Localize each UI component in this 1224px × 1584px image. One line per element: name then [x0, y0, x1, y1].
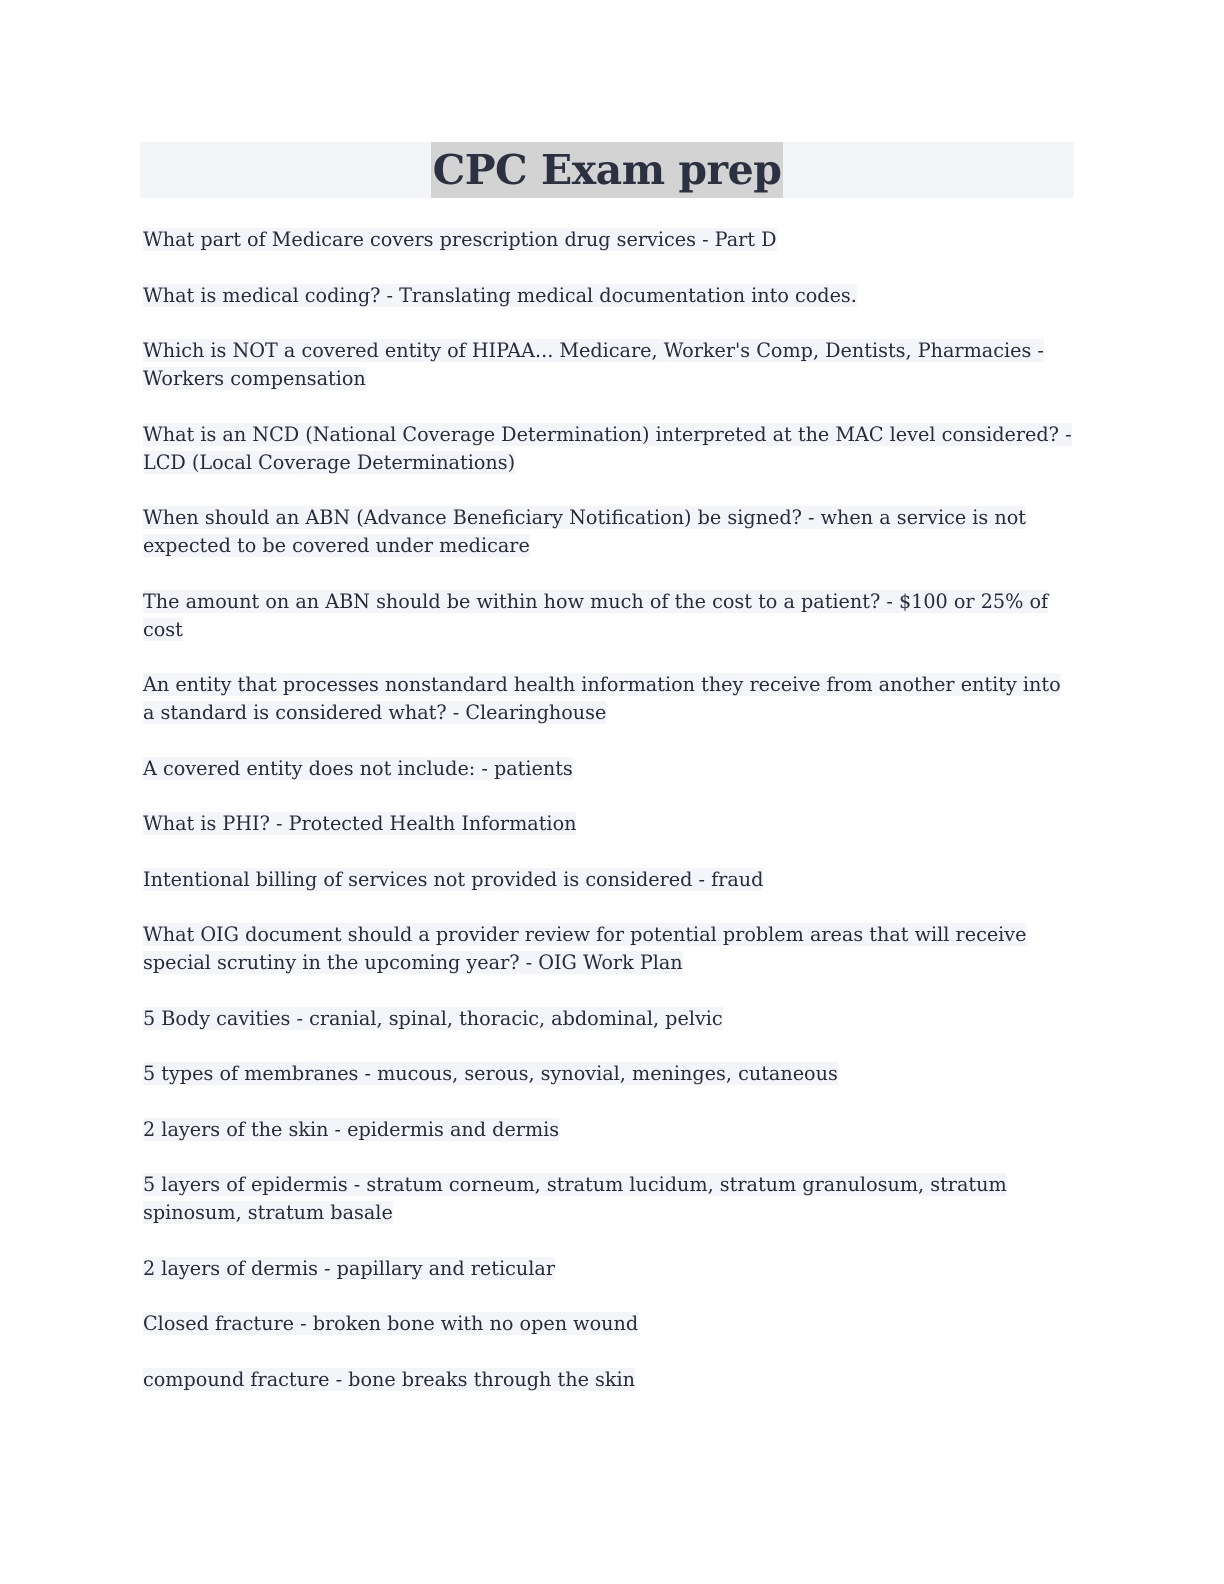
document-title: CPC Exam prep: [431, 142, 784, 198]
qa-item: [143, 282, 1073, 310]
qa-list: [143, 226, 1073, 1421]
qa-item-text: Intentional billing of services not provided is considered - fraud: [143, 867, 764, 891]
qa-item-text: Which is NOT a covered entity of HIPAA... Medicare, Worker's Comp, Dentists, Pharmacies - Workers compensation: [143, 339, 1044, 390]
qa-item: [143, 337, 1073, 393]
qa-item-text: 5 layers of epidermis - stratum corneum, stratum lucidum, stratum granulosum, stratum spinosum, stratum basale: [143, 1173, 1007, 1224]
qa-item: [143, 1116, 1073, 1144]
qa-item: [143, 921, 1073, 977]
qa-item: [143, 1310, 1073, 1338]
qa-item-text: Closed fracture - broken bone with no open wound: [143, 1312, 639, 1335]
qa-item-text: A covered entity does not include: - patients: [143, 756, 573, 780]
qa-item: [143, 1005, 1073, 1033]
qa-item-text: What is medical coding? - Translating medical documentation into codes.: [143, 283, 857, 307]
qa-item-text: What is PHI? - Protected Health Information: [143, 812, 577, 835]
qa-item-text: When should an ABN (Advance Beneficiary Notification) be signed? - when a service is not expected to be covered under medicare: [143, 506, 1026, 557]
qa-item-text: 5 types of membranes - mucous, serous, synovial, meninges, cutaneous: [143, 1062, 838, 1085]
qa-item-text: compound fracture - bone breaks through the skin: [143, 1367, 636, 1391]
qa-item: [143, 1171, 1073, 1227]
qa-item-text: What is an NCD (National Coverage Determination) interpreted at the MAC level considered? - LCD (Local Coverage Determinations): [143, 422, 1072, 474]
qa-item-text: The amount on an ABN should be within how much of the cost to a patient? - $100 or 25% of cost: [143, 589, 1049, 641]
qa-item: [143, 1255, 1073, 1283]
qa-item: [143, 421, 1073, 477]
qa-item: [143, 1060, 1073, 1088]
qa-item: [143, 226, 1073, 254]
qa-item: [143, 504, 1073, 560]
qa-item: [143, 1366, 1073, 1394]
qa-item: [143, 671, 1073, 727]
qa-item: [143, 755, 1073, 783]
qa-item-text: An entity that processes nonstandard health information they receive from another entity into a standard is considered what? - Clearinghouse: [143, 673, 1061, 724]
title-band: [140, 142, 1074, 198]
qa-item-text: 2 layers of the skin - epidermis and dermis: [143, 1117, 560, 1141]
qa-item: [143, 588, 1073, 644]
qa-item: [143, 810, 1073, 838]
qa-item: [143, 866, 1073, 894]
qa-item-text: 2 layers of dermis - papillary and reticular: [143, 1256, 555, 1280]
qa-item-text: What OIG document should a provider review for potential problem areas that will receive special scrutiny in the upcoming year? - OIG Work Plan: [143, 923, 1027, 974]
qa-item-text: What part of Medicare covers prescription drug services - Part D: [143, 228, 777, 251]
qa-item-text: 5 Body cavities - cranial, spinal, thoracic, abdominal, pelvic: [143, 1006, 723, 1030]
